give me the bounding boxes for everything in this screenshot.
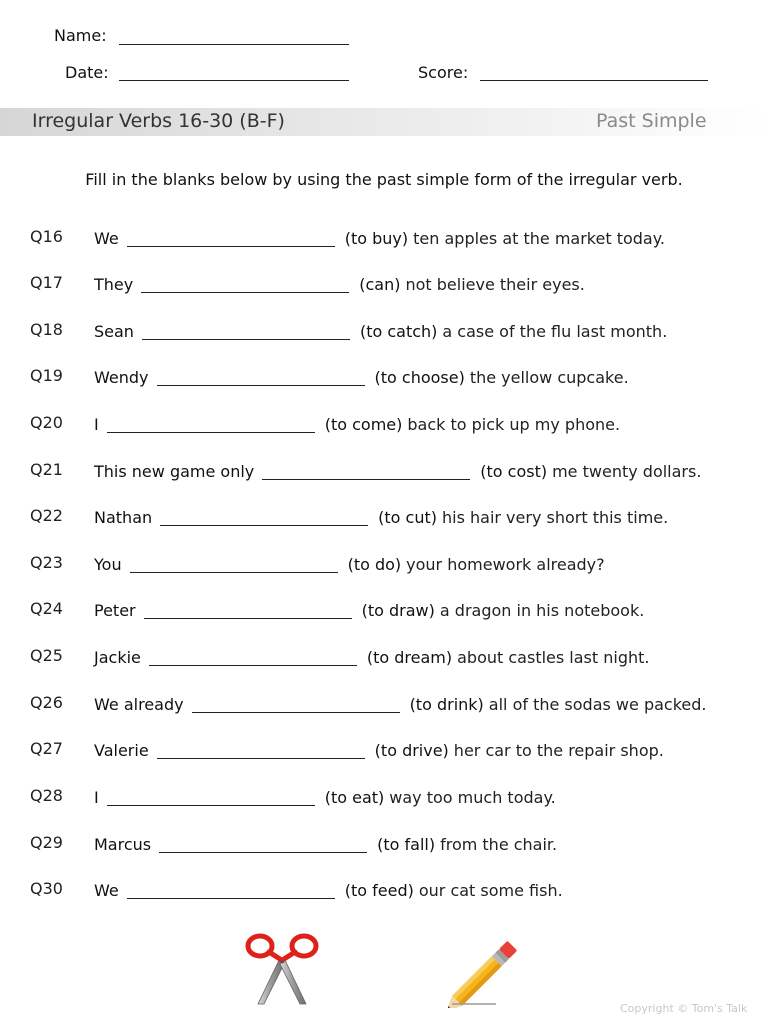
- score-field[interactable]: [480, 80, 708, 81]
- verb-hint: (to do): [347, 555, 402, 574]
- answer-blank[interactable]: [157, 369, 365, 386]
- question-row: [0, 599, 768, 623]
- question-row: [0, 786, 768, 810]
- question-rest: a case of the flu last month.: [442, 322, 668, 341]
- answer-blank[interactable]: [159, 836, 367, 853]
- verb-hint: (to fall): [377, 835, 436, 854]
- question-subject: Nathan: [94, 508, 153, 527]
- verb-hint: (to drink): [409, 695, 484, 714]
- answer-blank[interactable]: [130, 556, 338, 573]
- verb-hint: (to eat): [324, 788, 385, 807]
- question-subject: You: [94, 555, 122, 574]
- question-row: [0, 227, 768, 251]
- question-row: [0, 739, 768, 763]
- question-number: Q20: [30, 413, 63, 432]
- score-label: Score:: [418, 63, 469, 82]
- verb-hint: (to cost): [480, 462, 548, 481]
- verb-hint: (to cut): [378, 508, 437, 527]
- question-subject: I: [94, 788, 99, 807]
- question-subject: This new game only: [94, 462, 255, 481]
- answer-blank[interactable]: [160, 509, 368, 526]
- question-rest: all of the sodas we packed.: [488, 695, 707, 714]
- date-field[interactable]: [119, 80, 349, 81]
- verb-hint: (to drive): [374, 741, 449, 760]
- question-number: Q29: [30, 833, 63, 852]
- question-row: [0, 506, 768, 530]
- answer-blank[interactable]: [157, 742, 365, 759]
- question-row: [0, 273, 768, 297]
- verb-hint: (to dream): [366, 648, 453, 667]
- name-field[interactable]: [119, 44, 349, 45]
- question-rest: ten apples at the market today.: [413, 229, 665, 248]
- question-rest: his hair very short this time.: [441, 508, 669, 527]
- question-row: [0, 553, 768, 577]
- question-subject: They: [94, 275, 134, 294]
- question-rest: way too much today.: [389, 788, 556, 807]
- answer-blank[interactable]: [149, 649, 357, 666]
- question-row: [0, 320, 768, 344]
- question-rest: her car to the repair shop.: [453, 741, 664, 760]
- question-row: [0, 413, 768, 437]
- question-number: Q22: [30, 506, 63, 525]
- worksheet-subtitle: Past Simple: [596, 110, 707, 132]
- question-rest: back to pick up my phone.: [407, 415, 621, 434]
- question-number: Q30: [30, 879, 63, 898]
- question-subject: Peter: [94, 601, 136, 620]
- question-row: [0, 879, 768, 903]
- question-row: [0, 460, 768, 484]
- question-subject: Marcus: [94, 835, 152, 854]
- question-subject: I: [94, 415, 99, 434]
- answer-blank[interactable]: [107, 416, 315, 433]
- question-number: Q26: [30, 693, 63, 712]
- answer-blank[interactable]: [192, 696, 400, 713]
- worksheet-title: Irregular Verbs 16-30 (B-F): [32, 110, 285, 132]
- question-rest: about castles last night.: [457, 648, 650, 667]
- question-rest: a dragon in his notebook.: [439, 601, 645, 620]
- answer-blank[interactable]: [127, 230, 335, 247]
- question-number: Q23: [30, 553, 63, 572]
- question-row: [0, 646, 768, 670]
- question-number: Q16: [30, 227, 63, 246]
- question-subject: Jackie: [94, 648, 141, 667]
- question-rest: not believe their eyes.: [405, 275, 585, 294]
- question-subject: Valerie: [94, 741, 149, 760]
- question-row: [0, 366, 768, 390]
- instructions: Fill in the blanks below by using the past simple form of the irregular verb.: [85, 170, 683, 189]
- answer-blank[interactable]: [142, 323, 350, 340]
- question-row: [0, 693, 768, 717]
- answer-blank[interactable]: [127, 882, 335, 899]
- name-label: Name:: [54, 26, 107, 45]
- question-rest: from the chair.: [440, 835, 558, 854]
- question-subject: Wendy: [94, 368, 149, 387]
- question-number: Q27: [30, 739, 63, 758]
- pencil-icon: [448, 930, 530, 1008]
- verb-hint: (to come): [324, 415, 403, 434]
- scissors-icon: [242, 928, 322, 1008]
- question-subject: We already: [94, 695, 184, 714]
- verb-hint: (can): [359, 275, 401, 294]
- question-number: Q18: [30, 320, 63, 339]
- verb-hint: (to buy): [344, 229, 409, 248]
- question-number: Q25: [30, 646, 63, 665]
- question-rest: your homework already?: [406, 555, 605, 574]
- question-number: Q17: [30, 273, 63, 292]
- copyright-notice: Copyright © Tom's Talk: [620, 1002, 748, 1015]
- verb-hint: (to draw): [361, 601, 435, 620]
- verb-hint: (to choose): [374, 368, 465, 387]
- verb-hint: (to feed): [344, 881, 414, 900]
- answer-blank[interactable]: [141, 276, 349, 293]
- answer-blank[interactable]: [262, 463, 470, 480]
- answer-blank[interactable]: [144, 602, 352, 619]
- question-rest: the yellow cupcake.: [469, 368, 629, 387]
- question-subject: Sean: [94, 322, 134, 341]
- question-row: [0, 833, 768, 857]
- question-number: Q21: [30, 460, 63, 479]
- question-rest: our cat some fish.: [418, 881, 563, 900]
- question-subject: We: [94, 229, 119, 248]
- verb-hint: (to catch): [359, 322, 438, 341]
- question-subject: We: [94, 881, 119, 900]
- question-number: Q24: [30, 599, 63, 618]
- question-number: Q19: [30, 366, 63, 385]
- date-label: Date:: [65, 63, 109, 82]
- question-number: Q28: [30, 786, 63, 805]
- answer-blank[interactable]: [107, 789, 315, 806]
- question-rest: me twenty dollars.: [552, 462, 702, 481]
